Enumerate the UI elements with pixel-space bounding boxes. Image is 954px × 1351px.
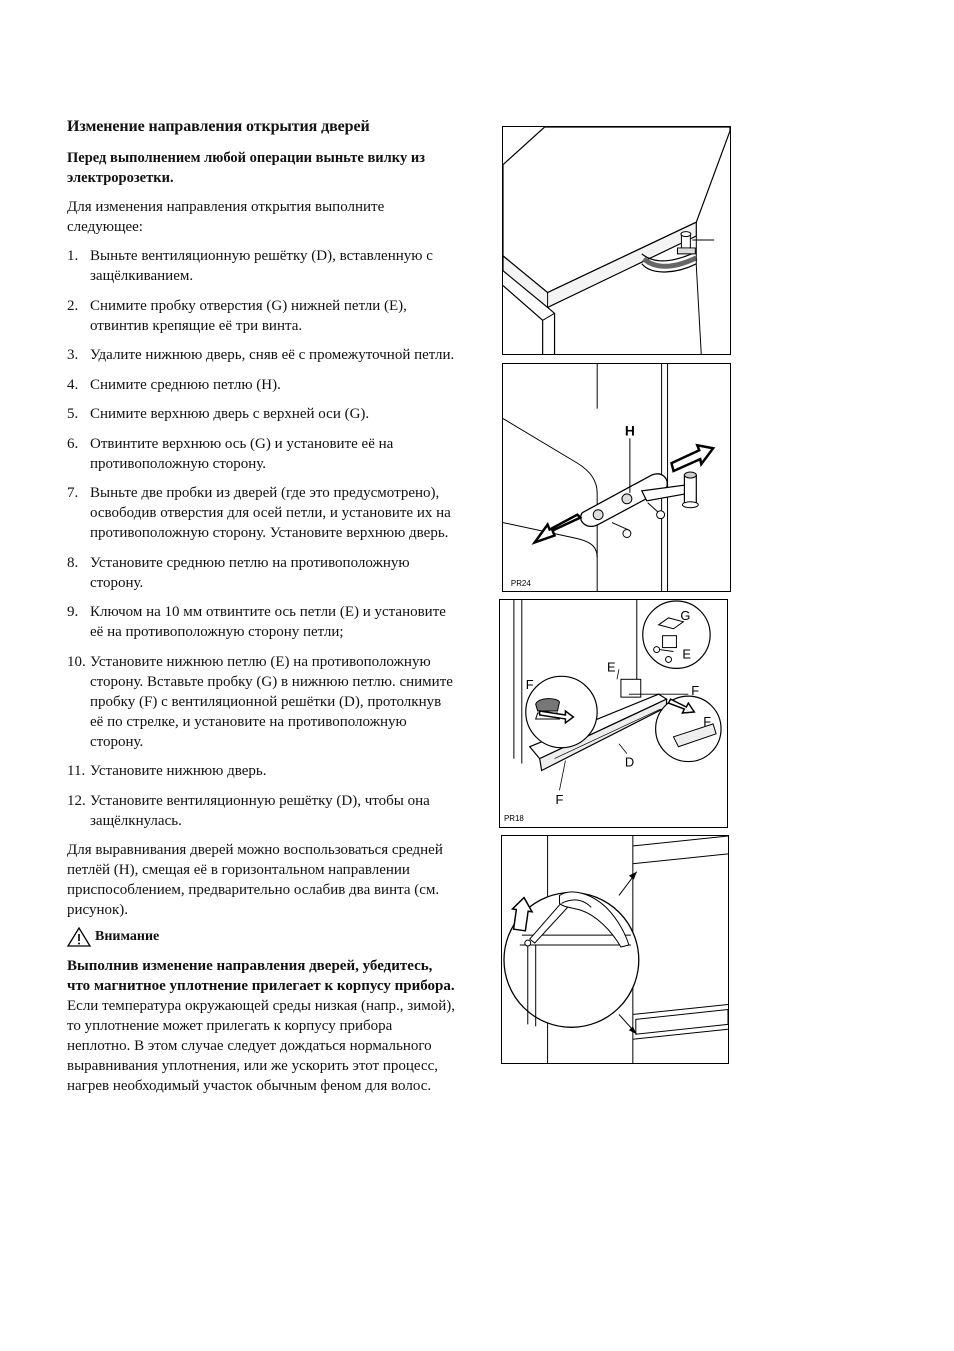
label-f: F xyxy=(555,792,564,808)
label-e: E xyxy=(607,659,616,675)
intro-text: Для изменения направления открытия выполните следующее: xyxy=(67,199,385,235)
list-item: 6. Отвинтите верхнюю ось (G) и установите её на противоположную сторону. xyxy=(67,435,394,472)
caution-text: Если температура окружающей среды низкая (напр., зимой), то уплотнение может прилегать к корпусу прибора неплотно. В этом случае следует дождаться нормального выравнивания уплотнения, или же ускорить этот процесс, нагрев необходимый участок обычным феном для волос. xyxy=(67,998,456,1094)
figure-door-alignment xyxy=(501,835,729,1064)
figure-middle-hinge xyxy=(502,363,731,592)
label-h: H xyxy=(624,422,635,439)
lower-hinge-illustration xyxy=(500,600,727,827)
list-item: 8. Установите среднюю петлю на противоположную сторону. xyxy=(67,554,410,591)
warning-triangle-icon xyxy=(67,927,91,947)
top-hinge-illustration xyxy=(503,127,730,354)
list-item: 7. Выньте две пробки из дверей (где это предусмотрено), освободив отверстия для осей петли, и установите их на противоположную сторону. Установите верхнюю дверь. xyxy=(67,485,451,541)
label-f: F xyxy=(691,683,700,699)
steps-list xyxy=(67,246,457,831)
figure-lower-hinge xyxy=(499,599,728,828)
list-item: 9. Ключом на 10 мм отвинтите ось петли (E) и установите её на противоположную сторону петли; xyxy=(67,604,446,640)
list-item: 5. Снимите верхнюю дверь с верхней оси (G). xyxy=(67,406,370,422)
door-alignment-illustration xyxy=(502,836,728,1063)
list-item: 4. Снимите среднюю петлю (H). xyxy=(67,376,281,393)
caution-bold: Выполнив изменение направления дверей, убедитесь, что магнитное уплотнение прилегает к корпусу прибора. xyxy=(67,958,455,994)
caution-label: Внимание xyxy=(95,929,160,944)
label-d: D xyxy=(624,754,635,770)
unplug-warning: Перед выполнением любой операции выньте вилку из электророзетки. xyxy=(67,150,425,186)
caution-heading xyxy=(67,926,457,948)
middle-hinge-illustration xyxy=(503,364,730,591)
label-f: F xyxy=(525,677,534,693)
figure-code: PR18 xyxy=(503,814,524,824)
label-e: E xyxy=(682,646,691,662)
list-item: 3. Удалите нижнюю дверь, сняв её с промежуточной петли. xyxy=(67,347,455,363)
figure-top-hinge xyxy=(502,126,731,355)
figure-code: PR24 xyxy=(510,579,531,589)
list-item: 2. Снимите пробку отверстия (G) нижней петли (E), отвинтив крепящие её три винта. xyxy=(67,297,407,334)
list-item: 11. Установите нижнюю дверь. xyxy=(67,763,267,779)
caution-paragraph xyxy=(67,956,457,1096)
list-item: 12. Установите вентиляционную решётку (D), чтобы она защёлкнулась. xyxy=(67,792,430,829)
label-f: F xyxy=(703,713,712,729)
alignment-text: Для выравнивания дверей можно воспользоваться средней петлёй (H), смещая её в горизонтальном направлении приспособлением, предварительно ослабив два винта (см. рисунок). xyxy=(67,842,443,918)
text-column xyxy=(67,118,457,1096)
page-title: Изменение направления открытия дверей xyxy=(67,118,370,135)
list-item: 1. Выньте вентиляционную решётку (D), вставленную с защёлкиванием. xyxy=(67,248,433,284)
label-g: G xyxy=(680,607,691,623)
list-item: 10. Установите нижнюю петлю (E) на противоположную сторону. Вставьте пробку (G) в нижнюю петлю. снимите пробку (F) с вентиляционной решётки (D), протолкнув её по стрелке, и установите на противоположную сторону. xyxy=(67,653,453,750)
